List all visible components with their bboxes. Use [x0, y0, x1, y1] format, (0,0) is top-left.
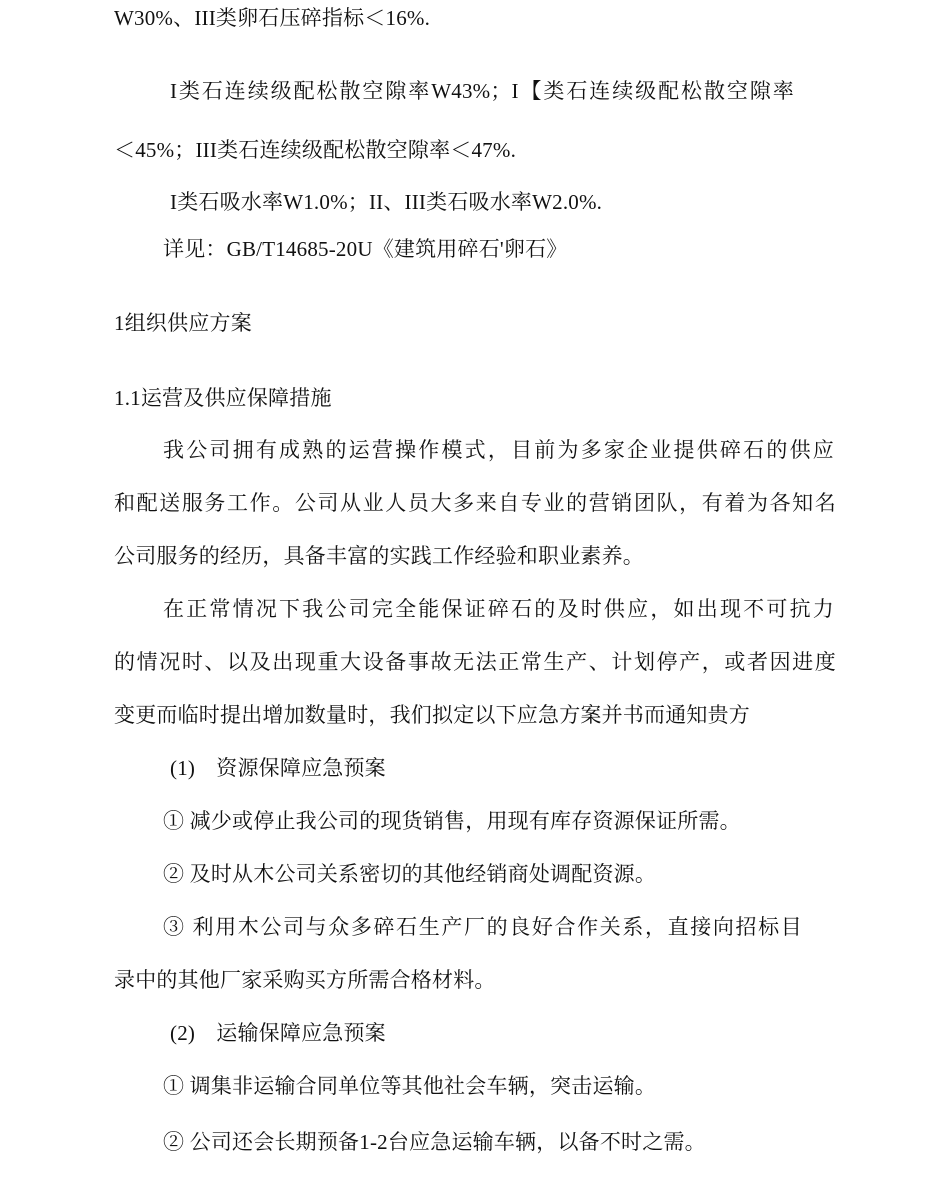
- subsection-heading: 1.1运营及供应保障措施: [114, 386, 332, 410]
- spec-line-void-ratio-1: I类石连续级配松散空隙率W43%；I【类石连续级配松散空隙率: [170, 79, 794, 103]
- paragraph-line: 在正常情况下我公司完全能保证碎石的及时供应，如出现不可抗力: [163, 597, 834, 621]
- plan-heading-transport: (2) 运输保障应急预案: [170, 1021, 386, 1045]
- list-item: ① 减少或停止我公司的现货销售，用现有库存资源保证所需。: [163, 809, 741, 833]
- paragraph-line: 公司服务的经历，具备丰富的实践工作经验和职业素养。: [114, 544, 644, 568]
- paragraph-line: 我公司拥有成熟的运营操作模式，目前为多家企业提供碎石的供应: [163, 438, 834, 462]
- list-item: ② 公司还会长期预备1-2台应急运输车辆，以备不时之需。: [163, 1130, 706, 1154]
- plan-heading-resource: (1) 资源保障应急预案: [170, 756, 386, 780]
- paragraph-line: 变更而临时提出增加数量时，我们拟定以下应急方案并书而通知贵方: [114, 703, 750, 727]
- paragraph-line: 和配送服务工作。公司从业人员大多来自专业的营销团队，有着为各知名: [114, 491, 836, 515]
- spec-line-water-absorption: I类石吸水率W1.0%；II、III类石吸水率W2.0%.: [170, 190, 603, 214]
- section-heading: 1组织供应方案: [114, 311, 252, 335]
- spec-line-void-ratio-2: ＜45%；III类石连续级配松散空隙率＜47%.: [114, 138, 517, 162]
- list-item: ② 及时从木公司关系密切的其他经销商处调配资源。: [163, 862, 657, 886]
- spec-line-crush-index: W30%、III类卵石压碎指标＜16%.: [114, 6, 431, 30]
- paragraph-line: 的情况时、以及出现重大设备事故无法正常生产、计划停产，或者因进度: [114, 650, 836, 674]
- list-item-continuation: 录中的其他厂家采购买方所需合格材料。: [114, 968, 496, 992]
- list-item: ① 调集非运输合同单位等其他社会车辆，突击运输。: [163, 1074, 657, 1098]
- list-item: ③ 利用木公司与众多碎石生产厂的良好合作关系，直接向招标目: [163, 915, 802, 939]
- spec-reference-line: 详见：GB/T14685-20U《建筑用碎石'卵石》: [163, 237, 568, 261]
